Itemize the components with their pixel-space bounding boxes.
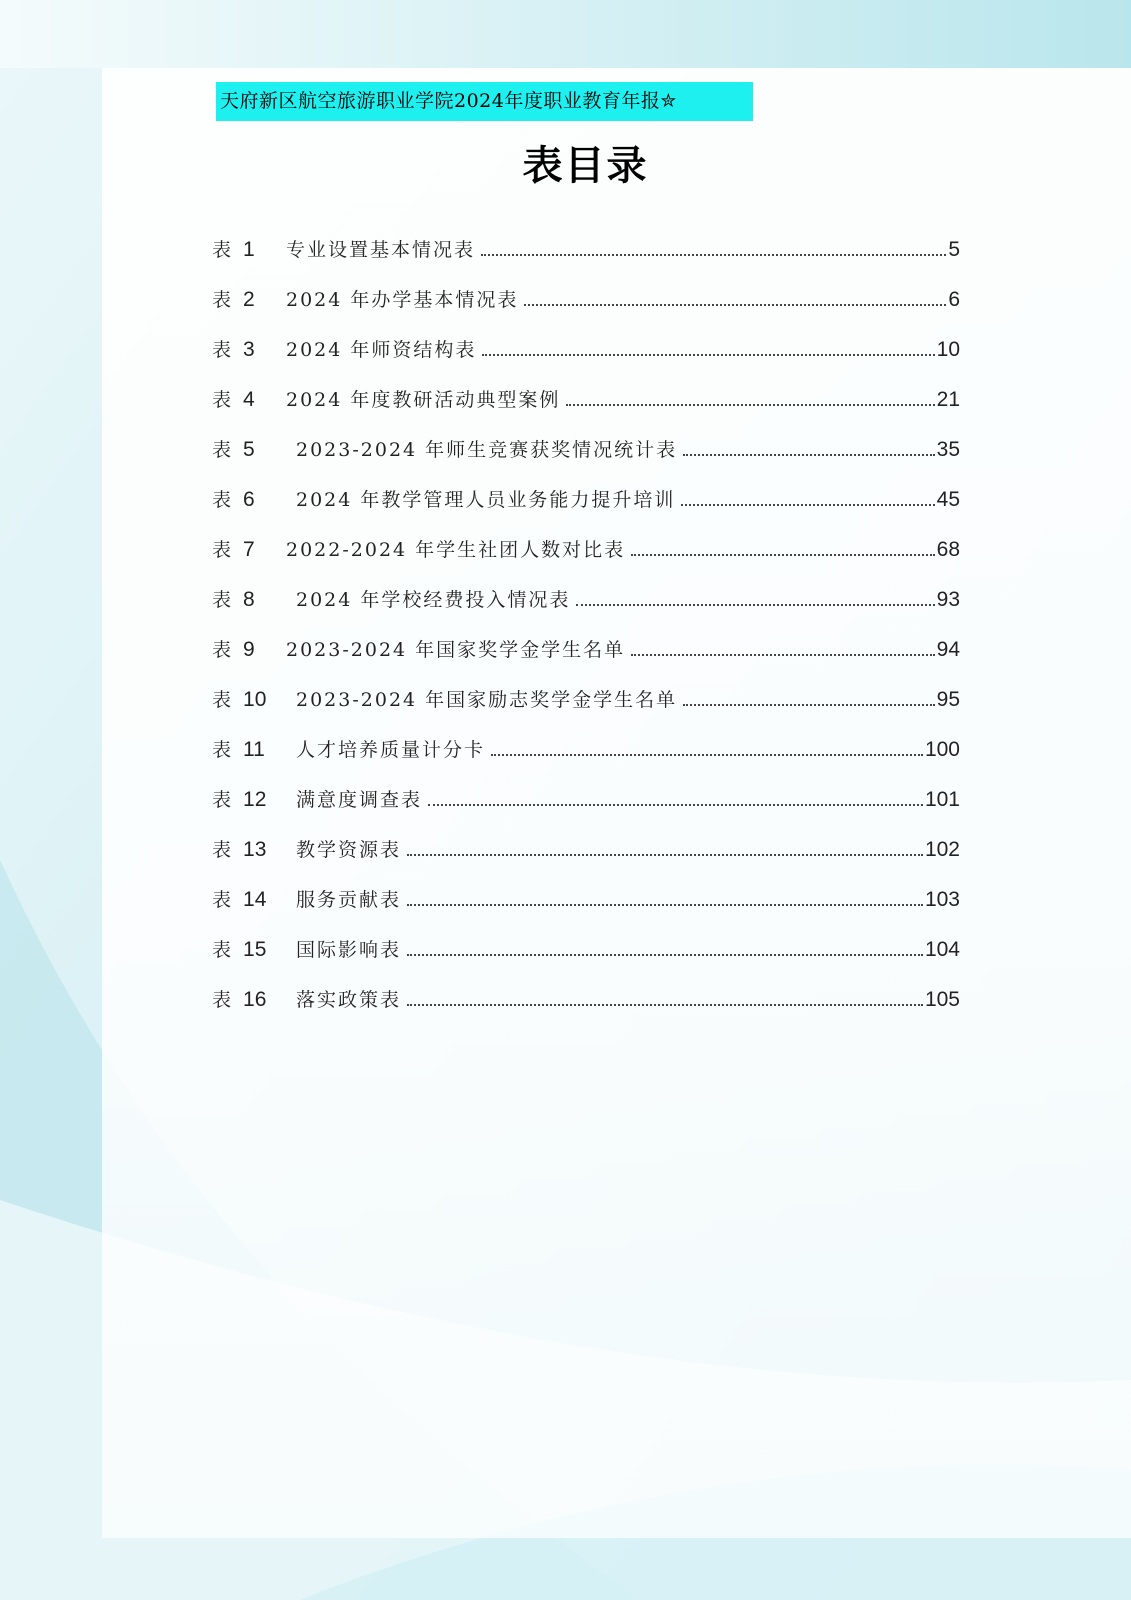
- toc-item-title: 服务贡献表: [296, 889, 402, 911]
- toc-item-page: 102: [924, 838, 960, 861]
- toc-item-page: 6: [948, 288, 960, 311]
- toc-item-page: 35: [936, 438, 960, 461]
- toc-item[interactable]: [212, 272, 960, 312]
- toc-leader-dots: [524, 304, 946, 306]
- toc-item[interactable]: [212, 472, 960, 512]
- toc-item-title: 2024 年教学管理人员业务能力提升培训: [296, 489, 676, 511]
- toc-item[interactable]: [212, 822, 960, 862]
- toc-item[interactable]: [212, 322, 960, 362]
- toc-item-label: 表 15: [212, 938, 267, 961]
- toc-item-label: 表 6: [212, 488, 255, 511]
- toc-item-title: 教学资源表: [296, 839, 402, 861]
- toc-item[interactable]: [212, 622, 960, 662]
- toc-item-label: 表 2: [212, 288, 255, 311]
- page-title: 表目录: [522, 142, 649, 189]
- toc-item-title: 国际影响表: [296, 939, 402, 961]
- toc-item[interactable]: [212, 972, 960, 1012]
- toc-item-title: 落实政策表: [296, 989, 402, 1011]
- toc-item-title: 专业设置基本情况表: [286, 239, 476, 261]
- toc-item-label: 表 16: [212, 988, 267, 1011]
- toc-item-label: 表 11: [212, 738, 265, 761]
- header-banner-text: 天府新区航空旅游职业学院2024年度职业教育年报: [220, 90, 661, 112]
- toc-leader-dots: [631, 554, 934, 556]
- toc-item-title: 满意度调查表: [296, 789, 423, 811]
- toc-leader-dots: [407, 1004, 923, 1006]
- toc-item[interactable]: [212, 772, 960, 812]
- toc-leader-dots: [681, 504, 934, 506]
- toc-item[interactable]: [212, 422, 960, 462]
- toc-item-title: 2024 年办学基本情况表: [286, 289, 519, 311]
- toc-leader-dots: [631, 654, 934, 656]
- toc-leader-dots: [481, 254, 946, 256]
- star-icon: ✮: [660, 90, 677, 112]
- toc-leader-dots: [428, 804, 923, 806]
- toc-item-page: 68: [936, 538, 960, 561]
- toc-item-page: 95: [936, 688, 960, 711]
- toc-item[interactable]: [212, 672, 960, 712]
- toc-item-label: 表 12: [212, 788, 267, 811]
- toc-item-label: 表 7: [212, 538, 255, 561]
- toc-item[interactable]: [212, 872, 960, 912]
- toc-item-title: 2024 年学校经费投入情况表: [296, 589, 571, 611]
- toc-item-title: 人才培养质量计分卡: [296, 739, 486, 761]
- toc-leader-dots: [683, 454, 934, 456]
- toc-item-label: 表 4: [212, 388, 255, 411]
- toc-leader-dots: [407, 954, 923, 956]
- toc-item-page: 45: [936, 488, 960, 511]
- toc-item[interactable]: [212, 722, 960, 762]
- report-header-banner: [216, 82, 753, 121]
- toc-item-page: 100: [924, 738, 960, 761]
- toc-leader-dots: [566, 404, 934, 406]
- toc-item-page: 5: [948, 238, 960, 261]
- toc-item-page: 10: [936, 338, 960, 361]
- toc-item-title: 2023-2024 年师生竞赛获奖情况统计表: [296, 439, 678, 461]
- toc-item[interactable]: [212, 222, 960, 262]
- toc-item-page: 103: [924, 888, 960, 911]
- toc-item-title: 2024 年师资结构表: [286, 339, 477, 361]
- toc-item-page: 94: [936, 638, 960, 661]
- toc-item-title: 2023-2024 年国家奖学金学生名单: [286, 639, 626, 661]
- toc-item[interactable]: [212, 922, 960, 962]
- toc-leader-dots: [482, 354, 934, 356]
- toc-item-label: 表 3: [212, 338, 255, 361]
- toc-leader-dots: [407, 904, 923, 906]
- toc-leader-dots: [491, 754, 923, 756]
- toc-item-title: 2022-2024 年学生社团人数对比表: [286, 539, 626, 561]
- toc-item-label: 表 8: [212, 588, 255, 611]
- toc-item-page: 105: [924, 988, 960, 1011]
- toc-item-label: 表 13: [212, 838, 267, 861]
- toc-item-title: 2024 年度教研活动典型案例: [286, 389, 561, 411]
- toc-item[interactable]: [212, 522, 960, 562]
- toc-item-title: 2023-2024 年国家励志奖学金学生名单: [296, 689, 678, 711]
- toc-item[interactable]: [212, 372, 960, 412]
- toc-item-label: 表 10: [212, 688, 267, 711]
- toc-item-page: 93: [936, 588, 960, 611]
- toc-item-label: 表 9: [212, 638, 255, 661]
- toc-item-page: 104: [924, 938, 960, 961]
- toc-item-label: 表 5: [212, 438, 255, 461]
- toc-leader-dots: [407, 854, 923, 856]
- toc-leader-dots: [576, 604, 934, 606]
- toc-item-page: 101: [924, 788, 960, 811]
- toc-item-label: 表 1: [212, 238, 255, 261]
- toc-item-page: 21: [936, 388, 960, 411]
- toc-item[interactable]: [212, 572, 960, 612]
- toc-item-label: 表 14: [212, 888, 267, 911]
- toc-leader-dots: [683, 704, 934, 706]
